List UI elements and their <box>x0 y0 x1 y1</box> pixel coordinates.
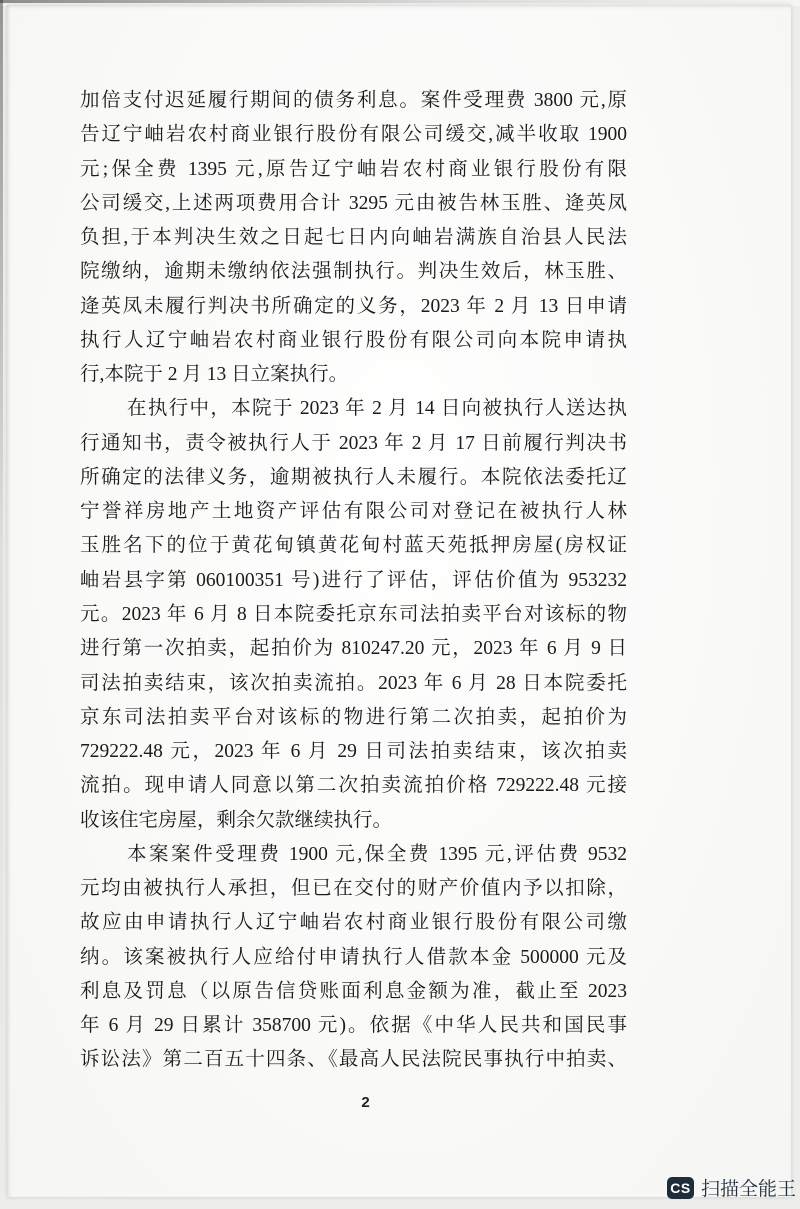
text-line: 本案案件受理费 1900 元,保全费 1395 元,评估费 9532 <box>127 843 627 865</box>
text-line: 院缴纳，逾期未缴纳依法强制执行。判决生效后，林玉胜、 <box>80 261 627 283</box>
text-line: 流拍。现申请人同意以第二次拍卖流拍价格 729222.48 元接 <box>80 775 627 797</box>
text-line: 行,本院于 2 月 13 日立案执行。 <box>80 364 349 386</box>
text-line: 岫岩县字第 060100351 号)进行了评估，评估价值为 953232 <box>80 569 627 591</box>
text-line: 收该住宅房屋，剩余欠款继续执行。 <box>80 809 393 831</box>
text-line: 公司缓交,上述两项费用合计 3295 元由被告林玉胜、逄英凤 <box>80 192 627 214</box>
text-line: 元;保全费 1395 元,原告辽宁岫岩农村商业银行股份有限 <box>80 158 627 180</box>
text-block <box>80 84 627 1078</box>
text-line: 行通知书，责令被执行人于 2023 年 2 月 17 日前履行判决书 <box>80 432 627 454</box>
text-line: 司法拍卖结束，该次拍卖流拍。2023 年 6 月 28 日本院委托 <box>80 672 627 694</box>
text-line: 所确定的法律义务，逾期被执行人未履行。本院依法委托辽 <box>80 466 627 488</box>
camscanner-watermark <box>667 1175 796 1200</box>
text-line: 729222.48 元，2023 年 6 月 29 日司法拍卖结束，该次拍卖 <box>80 741 627 763</box>
text-line: 宁誉祥房地产土地资产评估有限公司对登记在被执行人林 <box>80 501 627 523</box>
text-line: 京东司法拍卖平台对该标的物进行第二次拍卖，起拍价为 <box>80 706 627 728</box>
text-line: 告辽宁岫岩农村商业银行股份有限公司缓交,减半收取 1900 <box>80 124 627 146</box>
camscanner-logo-icon: CS <box>667 1177 694 1199</box>
text-line: 玉胜名下的位于黄花甸镇黄花甸村蓝天苑抵押房屋(房权证 <box>80 535 627 557</box>
text-line: 故应由申请执行人辽宁岫岩农村商业银行股份有限公司缴 <box>80 912 627 934</box>
text-line: 年 6 月 29 日累计 358700 元)。依据《中华人民共和国民事 <box>80 1015 627 1037</box>
text-line: 在执行中，本院于 2023 年 2 月 14 日向被执行人送达执 <box>127 398 627 420</box>
text-line: 利息及罚息（以原告信贷账面利息金额为准，截止至 2023 <box>80 980 627 1002</box>
page-number: 2 <box>361 1094 370 1111</box>
text-line: 诉讼法》第二百五十四条、《最高人民法院民事执行中拍卖、 <box>80 1049 627 1071</box>
text-line: 元。2023 年 6 月 8 日本院委托京东司法拍卖平台对该标的物 <box>80 603 627 625</box>
text-line: 进行第一次拍卖，起拍价为 810247.20 元，2023 年 6 月 9 日 <box>80 638 627 660</box>
text-line: 逄英凤未履行判决书所确定的义务，2023 年 2 月 13 日申请 <box>80 295 627 317</box>
text-line: 元均由被执行人承担，但已在交付的财产价值内予以扣除， <box>80 878 627 900</box>
text-line: 加倍支付迟延履行期间的债务利息。案件受理费 3800 元,原 <box>80 90 627 111</box>
text-line: 纳。该案被执行人应给付申请执行人借款本金 500000 元及 <box>80 946 627 968</box>
camscanner-label: 扫描全能王 <box>701 1179 797 1200</box>
document-page <box>7 5 791 1197</box>
text-line: 执行人辽宁岫岩农村商业银行股份有限公司向本院申请执 <box>80 329 627 351</box>
text-line: 负担,于本判决生效之日起七日内向岫岩满族自治县人民法 <box>80 227 627 249</box>
